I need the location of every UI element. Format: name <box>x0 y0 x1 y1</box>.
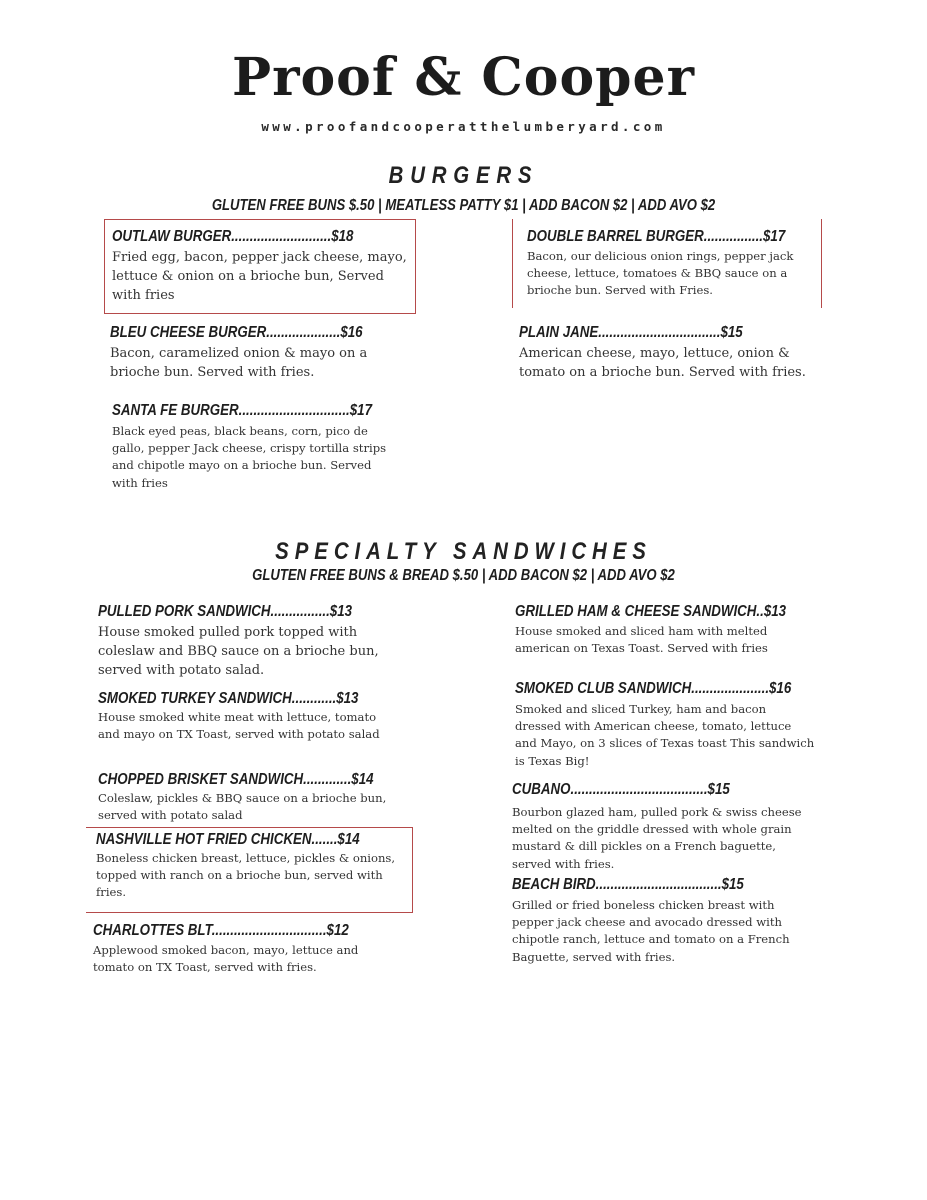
item-description: Coleslaw, pickles & BBQ sauce on a brioche bun, served with potato salad <box>98 791 387 823</box>
item-description: House smoked pulled pork topped with coleslaw and BBQ sauce on a brioche bun, served with potato salad. <box>98 625 379 678</box>
menu-item-chopped-brisket-sandwich[interactable] <box>98 770 398 824</box>
item-name: PLAIN JANE.................................$15 <box>519 324 743 341</box>
menu-item-smoked-club-sandwich[interactable] <box>515 679 815 770</box>
item-name: BEACH BIRD..................................$15 <box>512 876 744 893</box>
item-description: Bacon, our delicious onion rings, pepper jack cheese, lettuce, tomatoes & BBQ sauce on a brioche bun. Served with Fries. <box>527 249 794 298</box>
menu-item-cubano[interactable] <box>512 780 812 873</box>
menu-item-double-barrel-burger[interactable] <box>527 227 822 300</box>
sandwiches-heading: SPECIALTY SANDWICHES <box>275 538 652 565</box>
sandwiches-note: GLUTEN FREE BUNS & BREAD $.50 | ADD BACON $2 | ADD AVO $2 <box>252 567 675 584</box>
item-description: House smoked white meat with lettuce, tomato and mayo on TX Toast, served with potato salad <box>98 710 380 742</box>
item-name: SMOKED CLUB SANDWICH.....................$16 <box>515 680 792 697</box>
menu-item-charlottes-blt[interactable] <box>93 921 403 976</box>
item-name: CUBANO.....................................$15 <box>512 781 730 798</box>
item-name: PULLED PORK SANDWICH................$13 <box>98 603 353 620</box>
item-description: American cheese, mayo, lettuce, onion & tomato on a brioche bun. Served with fries. <box>519 346 806 380</box>
website-url[interactable]: www.proofandcooperatthelumberyard.com <box>261 119 666 134</box>
restaurant-name: Proof & Cooper <box>232 47 695 108</box>
menu-item-outlaw-burger[interactable] <box>112 227 412 305</box>
item-name: CHARLOTTES BLT...............................$12 <box>93 922 349 939</box>
menu-item-beach-bird[interactable] <box>512 875 812 966</box>
menu-item-grilled-ham-cheese-sandwich[interactable] <box>515 602 815 657</box>
item-name: GRILLED HAM & CHEESE SANDWICH..$13 <box>515 603 787 620</box>
menu-item-santa-fe-burger[interactable] <box>112 401 397 492</box>
item-description: Grilled or fried boneless chicken breast with pepper jack cheese and avocado dressed with chipotle ranch, lettuce and tomato on a French Baguette, served with fries. <box>512 898 790 964</box>
item-description: Bourbon glazed ham, pulled pork & swiss cheese melted on the griddle dressed with whole grain mustard & dill pickles on a French baguette, served with fries. <box>512 805 802 871</box>
item-name: NASHVILLE HOT FRIED CHICKEN.......$14 <box>96 831 360 848</box>
item-name: SMOKED TURKEY SANDWICH............$13 <box>98 690 359 707</box>
item-name: BLEU CHEESE BURGER....................$16 <box>110 324 363 341</box>
menu-item-bleu-cheese-burger[interactable] <box>110 323 408 382</box>
item-description: Applewood smoked bacon, mayo, lettuce and tomato on TX Toast, served with fries. <box>93 943 359 975</box>
item-description: Smoked and sliced Turkey, ham and bacon dressed with American cheese, tomato, lettuce and Mayo, on 3 slices of Texas toast This sandwich is Texas Big! <box>515 702 815 768</box>
burgers-note: GLUTEN FREE BUNS $.50 | MEATLESS PATTY $1 | ADD BACON $2 | ADD AVO $2 <box>211 197 716 214</box>
item-description: House smoked and sliced ham with melted american on Texas Toast. Served with fries <box>515 624 768 656</box>
menu-item-smoked-turkey-sandwich[interactable] <box>98 689 398 743</box>
menu-item-nashville-hot-fried-chicken[interactable] <box>96 830 406 902</box>
item-description: Fried egg, bacon, pepper jack cheese, mayo, lettuce & onion on a brioche bun, Served with fries <box>112 250 407 303</box>
burgers-heading: BURGERS <box>388 162 539 189</box>
item-name: OUTLAW BURGER...........................$18 <box>112 228 354 245</box>
item-name: SANTA FE BURGER..............................$17 <box>112 402 372 419</box>
item-name: DOUBLE BARREL BURGER................$17 <box>527 228 786 245</box>
item-description: Boneless chicken breast, lettuce, pickles & onions, topped with ranch on a brioche bun, served with fries. <box>96 851 396 900</box>
item-description: Black eyed peas, black beans, corn, pico de gallo, pepper Jack cheese, crispy tortilla strips and chipotle mayo on a brioche bun. Served with fries <box>112 424 387 490</box>
item-description: Bacon, caramelized onion & mayo on a brioche bun. Served with fries. <box>110 346 368 380</box>
menu-item-plain-jane[interactable] <box>519 323 817 382</box>
menu-item-pulled-pork-sandwich[interactable] <box>98 602 398 680</box>
item-name: CHOPPED BRISKET SANDWICH.............$14 <box>98 771 374 788</box>
